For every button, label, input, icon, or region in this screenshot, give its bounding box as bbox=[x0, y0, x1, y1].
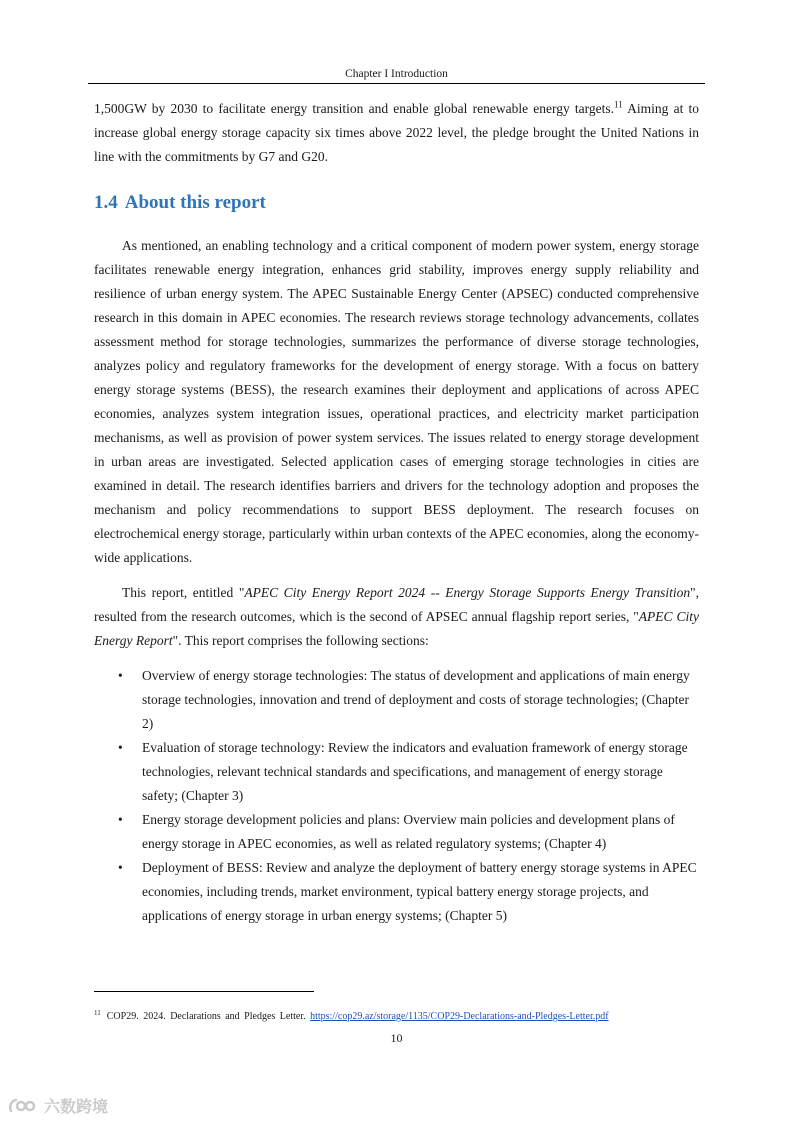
intro-text: 1,500GW by 2030 to facilitate energy transition and enable global renewable energy targets. bbox=[94, 101, 615, 116]
report-title: APEC City Energy Report 2024 -- Energy Storage Supports Energy Transition bbox=[244, 585, 691, 600]
footnote-number: 11 bbox=[94, 1008, 101, 1017]
list-item bbox=[94, 808, 699, 856]
report-series-title: APEC City Energy Report bbox=[94, 609, 699, 648]
paragraph2-mid: ", resulted from the research outcomes, which is the second of APSEC annual flagship report series, " bbox=[94, 585, 700, 624]
footnote-divider bbox=[94, 991, 314, 992]
section-heading bbox=[94, 190, 266, 216]
bullet-icon: • bbox=[118, 812, 123, 827]
section-title: About this report bbox=[124, 192, 266, 213]
list-item-text: Deployment of BESS: Review and analyze the deployment of battery energy storage systems in APEC economies, including trends, market environment, typical battery energy storage projects, and applications of energy storage in urban energy systems; (Chapter 5) bbox=[142, 860, 697, 923]
paragraph2-post: ". This report comprises the following sections: bbox=[172, 633, 429, 648]
bullet-icon: • bbox=[118, 668, 123, 683]
body-paragraph-2 bbox=[94, 581, 699, 653]
list-item bbox=[94, 664, 699, 736]
header-divider bbox=[88, 83, 705, 84]
footnote bbox=[94, 1010, 714, 1024]
bullet-icon: • bbox=[118, 860, 123, 875]
list-item bbox=[94, 856, 699, 928]
running-header: Chapter I Introduction bbox=[345, 68, 448, 80]
list-item-text: Energy storage development policies and plans: Overview main policies and development plans of energy storage in APEC economies, as well as related regulatory systems; (Chapter 4) bbox=[142, 812, 675, 851]
intro-paragraph bbox=[94, 97, 699, 169]
body-paragraph-1: As mentioned, an enabling technology and a critical component of modern power system, energy storage facilitates renewable energy integration, enhances grid stability, improves energy supply reliability and resilience of urban energy system. The APEC Sustainable Energy Center (APSEC) conducted comprehensive research in this domain in APEC economies. The research reviews storage technology advancements, collates assessment method for storage technologies, summarizes the performance of diverse storage technologies, analyzes policy and regulatory frameworks for the development of energy storage. With a focus on battery energy storage systems (BESS), the research examines their deployment and applications of across APEC economies, analyzes system integration issues, operational practices, and electricity market participation mechanisms, as well as provision of power system services. The issues related to energy storage development in urban areas are investigated. Selected application cases of emerging storage technologies in cities are examined in detail. The research identifies barriers and drivers for the technology adoption and proposes the mechanism and policy recommendations to support BESS deployment. The research focuses on electrochemical energy storage, particularly within urban contexts of the APEC economies, along the economy-wide applications. bbox=[94, 238, 699, 565]
footnote-reference[interactable]: 11 bbox=[614, 99, 623, 110]
list-item bbox=[94, 736, 699, 808]
watermark-text: 六数跨境 bbox=[44, 1097, 109, 1116]
paragraph2-pre: This report, entitled " bbox=[122, 585, 245, 600]
intro-text-continued: Aiming at to increase global energy storage capacity six times above 2022 level, the pledge brought the United Nations in line with the commitments by G7 and G20. bbox=[94, 101, 699, 164]
page-number: 10 bbox=[390, 1031, 403, 1045]
footnote-text: COP29. 2024. Declarations and Pledges Letter. bbox=[106, 1011, 306, 1022]
footnote-link[interactable]: https://cop29.az/storage/1135/COP29-Declarations-and-Pledges-Letter.pdf bbox=[310, 1011, 609, 1022]
watermark bbox=[8, 1094, 108, 1117]
brand-logo-icon bbox=[8, 1097, 38, 1115]
list-item-text: Evaluation of storage technology: Review the indicators and evaluation framework of energy storage technologies, relevant technical standards and specifications, and management of energy storage safety; (Chapter 3) bbox=[142, 740, 688, 803]
bullet-icon: • bbox=[118, 740, 123, 755]
list-item-text: Overview of energy storage technologies: The status of development and applications of main energy storage technologies, innovation and trend of deployment and costs of storage technologies; (Chapter 2) bbox=[142, 668, 690, 731]
section-number: 1.4 bbox=[94, 192, 118, 213]
chapter-list bbox=[94, 664, 699, 928]
